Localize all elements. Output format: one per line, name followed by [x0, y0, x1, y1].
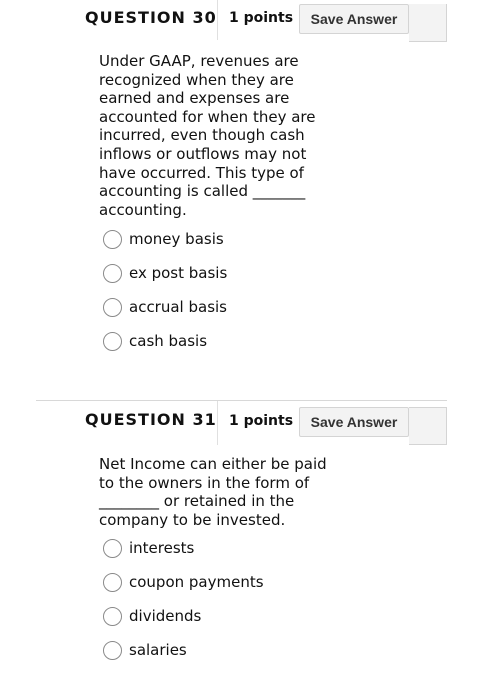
answer-label: money basis	[129, 230, 224, 248]
radio-button[interactable]	[103, 264, 122, 283]
answer-option[interactable]	[103, 222, 227, 256]
answer-label: accrual basis	[129, 298, 227, 316]
question-points: 1 points	[229, 413, 294, 429]
save-answer-button[interactable]: Save Answer	[299, 407, 409, 437]
answer-label: coupon payments	[129, 573, 264, 591]
radio-button[interactable]	[103, 332, 122, 351]
answer-list	[103, 222, 227, 358]
header-divider	[217, 401, 218, 445]
answer-option[interactable]	[103, 290, 227, 324]
header-divider	[217, 0, 218, 40]
question-points: 1 points	[229, 10, 294, 26]
question-text: Net Income can either be paid to the owners in the form of ________ or retained in the company to be invested.	[99, 455, 327, 529]
answer-label: dividends	[129, 607, 202, 625]
radio-button[interactable]	[103, 641, 122, 660]
radio-button[interactable]	[103, 573, 122, 592]
answer-label: interests	[129, 539, 195, 557]
header-panel-edge	[409, 407, 447, 445]
question-title: QUESTION 31	[85, 410, 217, 429]
radio-button[interactable]	[103, 607, 122, 626]
radio-button[interactable]	[103, 230, 122, 249]
answer-option[interactable]	[103, 256, 227, 290]
question-title: QUESTION 30	[85, 8, 217, 27]
question-text: Under GAAP, revenues are recognized when they are earned and expenses are accounted for when they are incurred, even though cash inflows or outflows may not have occurred. This type of accounting is called _______ accounting.	[99, 52, 316, 219]
save-answer-button[interactable]: Save Answer	[299, 4, 409, 34]
question-header	[0, 401, 447, 445]
answer-label: cash basis	[129, 332, 208, 350]
header-panel-edge	[409, 4, 447, 42]
question-31	[0, 400, 502, 700]
answer-option[interactable]	[103, 599, 264, 633]
answer-option[interactable]	[103, 565, 264, 599]
answer-label: salaries	[129, 641, 187, 659]
question-header	[0, 0, 447, 44]
answer-option[interactable]	[103, 633, 264, 667]
answer-option[interactable]	[103, 531, 264, 565]
answer-list	[103, 531, 264, 667]
radio-button[interactable]	[103, 539, 122, 558]
answer-option[interactable]	[103, 324, 227, 358]
answer-label: ex post basis	[129, 264, 228, 282]
radio-button[interactable]	[103, 298, 122, 317]
